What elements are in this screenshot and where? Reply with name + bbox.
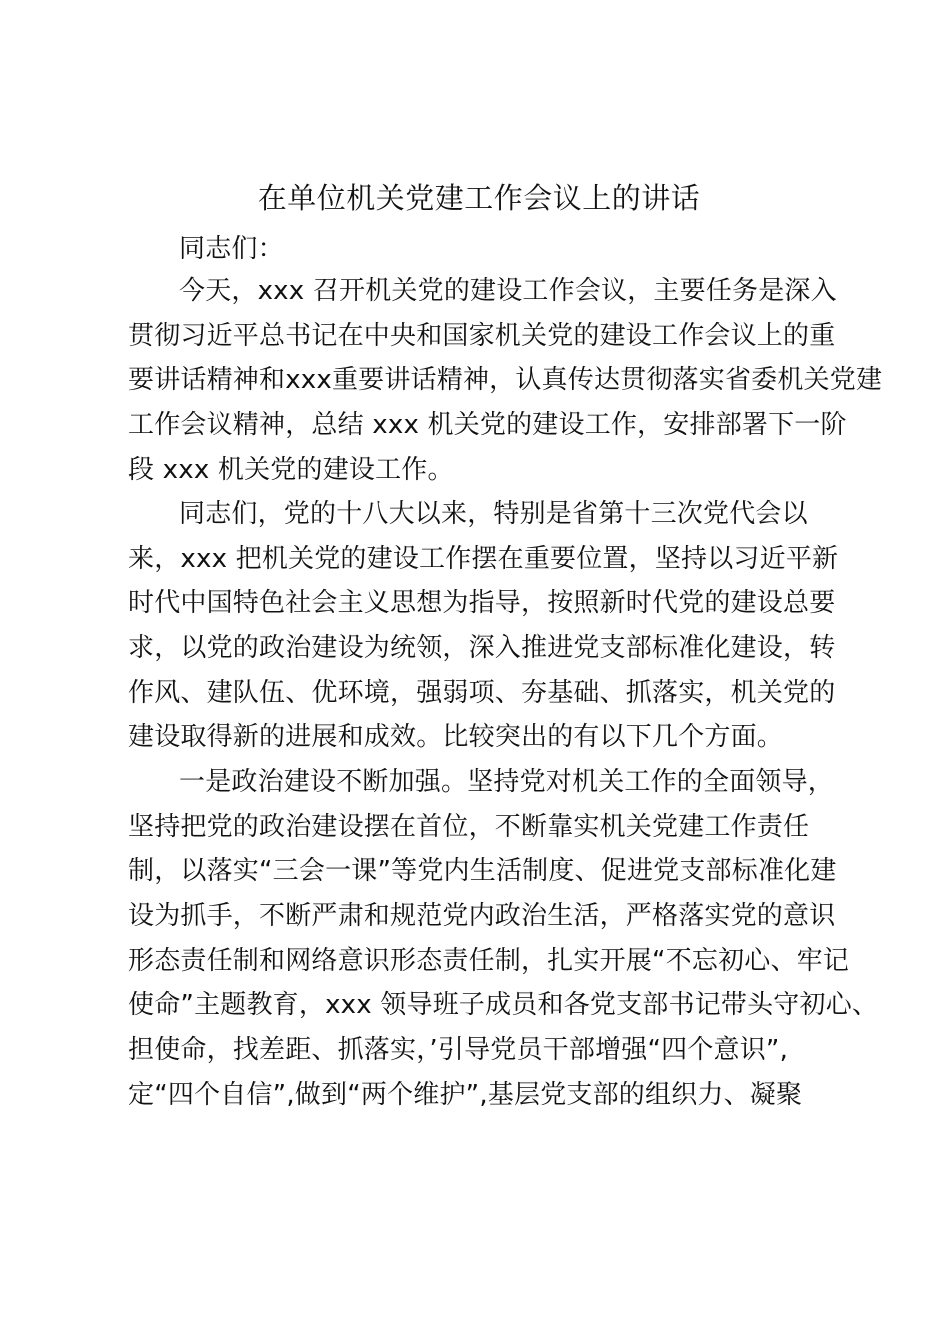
salutation: 同志们：: [179, 234, 284, 264]
paragraph-line: 形态责任制和网络意识形态责任制，扎实开展“不忘初心、牢记: [128, 945, 850, 976]
paragraph-line: 坚持把党的政治建设摆在首位，不断靠实机关党建工作责任: [128, 811, 810, 842]
paragraph-line: 段 xxx 机关党的建设工作。: [128, 454, 454, 485]
salutation-block: [128, 227, 843, 272]
paragraph-line: 制，以落实“三会一课”等党内生活制度、促进党支部标准化建: [128, 856, 837, 887]
paragraph-line: 设为抓手，不断严肃和规范党内政治生活，严格落实党的意识: [128, 901, 836, 932]
paragraph-line: 求，以党的政治建设为统领，深入推进党支部标准化建设，转: [128, 633, 836, 664]
paragraph-3: [128, 760, 879, 1118]
paragraph-line: 使命”主题教育，xxx 领导班子成员和各党支部书记带头守初心、: [128, 990, 879, 1021]
paragraph-line: 要讲话精神和xxx重要讲话精神，认真传达贯彻落实省委机关党建: [128, 365, 883, 396]
paragraph-line: 贯彻习近平总书记在中央和国家机关党的建设工作会议上的重: [128, 320, 836, 351]
paragraph-1: [128, 269, 883, 492]
paragraph-line: 今天，xxx 召开机关党的建设工作会议，主要任务是深入: [179, 276, 837, 306]
paragraph-line: 工作会议精神，总结 xxx 机关党的建设工作，安排部署下一阶: [128, 410, 847, 441]
paragraph-line: 作风、建队伍、优环境，强弱项、夯基础、抓落实，机关党的: [128, 677, 836, 708]
paragraph-line: 一是政治建设不断加强。坚持党对机关工作的全面领导，: [179, 767, 835, 797]
paragraph-line: 时代中国特色社会主义思想为指导，按照新时代党的建设总要: [128, 588, 836, 619]
paragraph-line: 担使命，找差距、抓落实，’引导党员干部增强“四个意识”,: [128, 1035, 789, 1066]
paragraph-line: 同志们，党的十八大以来，特别是省第十三次党代会以: [179, 499, 808, 529]
document-title: 在单位机关党建工作会议上的讲话: [257, 181, 701, 215]
paragraph-line: 定“四个自信”,做到“两个维护”,基层党支部的组织力、凝聚: [128, 1079, 803, 1110]
paragraph-line: 来，xxx 把机关党的建设工作摆在重要位置，坚持以习近平新: [128, 543, 839, 574]
paragraph-2: [128, 492, 843, 760]
paragraph-line: 建设取得新的进展和成效。比较突出的有以下几个方面。: [128, 722, 784, 753]
